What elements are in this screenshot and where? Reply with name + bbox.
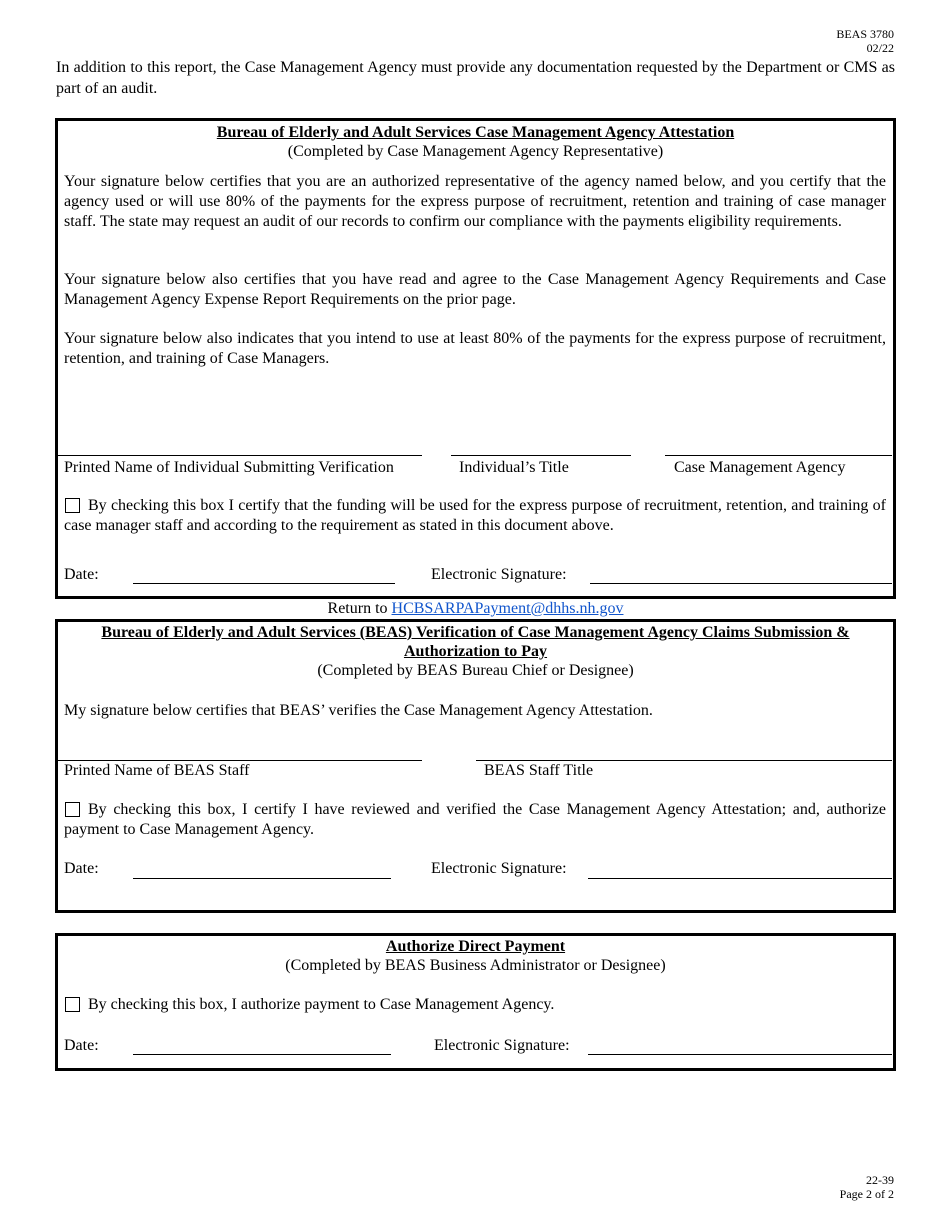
footer-form-code: 22-39 (866, 1173, 894, 1187)
agency-label: Case Management Agency (674, 459, 846, 476)
form-number: BEAS 3780 (836, 27, 894, 41)
agency-line[interactable] (665, 455, 892, 456)
direct-payment-signature-label: Electronic Signature: (434, 1037, 570, 1054)
footer-page-number: Page 2 of 2 (839, 1187, 894, 1201)
verification-date-line[interactable] (133, 878, 391, 879)
form-date: 02/22 (866, 41, 894, 55)
attestation-title: Bureau of Elderly and Adult Services Case Management Agency Attestation (216, 124, 735, 141)
attestation-date-line[interactable] (133, 583, 395, 584)
verification-checkbox-text: By checking this box, I certify I have reviewed and verified the Case Management Agency Attestation; and, authorize payment to Case Management Agency. (64, 801, 886, 838)
verification-title-line-1: Bureau of Elderly and Adult Services (BEAS) Verification of Case Management Agency Claims Submission & (101, 624, 850, 641)
direct-payment-date-label: Date: (64, 1037, 99, 1054)
attestation-para-2: Your signature below also certifies that you have read and agree to the Case Management Agency Requirements and Case Management Agency Expense Report Requirements on the prior page. (64, 271, 886, 308)
verification-title-line-2: Authorization to Pay (403, 643, 548, 660)
individual-title-label: Individual’s Title (459, 459, 569, 476)
attestation-signature-line[interactable] (590, 583, 892, 584)
direct-payment-checkbox[interactable] (65, 997, 80, 1012)
return-line (55, 599, 896, 619)
attestation-subtitle: (Completed by Case Management Agency Representative) (287, 143, 664, 160)
return-prefix: Return to (327, 600, 392, 617)
direct-payment-date-line[interactable] (133, 1054, 391, 1055)
intro-text: In addition to this report, the Case Management Agency must provide any documentation requested by the Department or CMS as part of an audit. (56, 59, 895, 97)
direct-payment-subtitle: (Completed by BEAS Business Administrator or Designee) (285, 957, 666, 974)
attestation-checkbox-label (64, 496, 886, 536)
verification-para: My signature below certifies that BEAS’ verifies the Case Management Agency Attestation. (64, 702, 653, 719)
attestation-checkbox-text: By checking this box I certify that the funding will be used for the express purpose of recruitment, retention, and training of case manager staff and according to the requirement as stated in this document above. (64, 497, 886, 534)
direct-payment-checkbox-text: By checking this box, I authorize payment to Case Management Agency. (88, 996, 555, 1013)
individual-title-line[interactable] (451, 455, 631, 456)
return-email-link[interactable]: HCBSARPAPayment@dhhs.nh.gov (391, 600, 624, 617)
verification-date-label: Date: (64, 860, 99, 877)
verification-signature-label: Electronic Signature: (431, 860, 567, 877)
direct-payment-signature-line[interactable] (588, 1054, 892, 1055)
staff-name-label: Printed Name of BEAS Staff (64, 762, 250, 779)
attestation-date-label: Date: (64, 566, 99, 583)
direct-payment-title: Authorize Direct Payment (385, 938, 566, 955)
attestation-para-1: Your signature below certifies that you are an authorized representative of the agency named below, and you certify that the agency used or will use 80% of the payments for the express purpose of recruitment, retention and training of case manager staff. The state may request an audit of our records to confirm our compliance with the payments eligibility requirements. (64, 173, 886, 230)
verification-signature-line[interactable] (588, 878, 892, 879)
printed-name-line[interactable] (58, 455, 422, 456)
verification-subtitle: (Completed by BEAS Bureau Chief or Designee) (317, 662, 634, 679)
staff-title-label: BEAS Staff Title (484, 762, 594, 779)
printed-name-label: Printed Name of Individual Submitting Verification (64, 459, 394, 476)
attestation-signature-label: Electronic Signature: (431, 566, 567, 583)
attestation-para-3: Your signature below also indicates that you intend to use at least 80% of the payments for the express purpose of recruitment, retention, and training of Case Managers. (64, 330, 886, 367)
verification-checkbox-label (64, 800, 886, 840)
